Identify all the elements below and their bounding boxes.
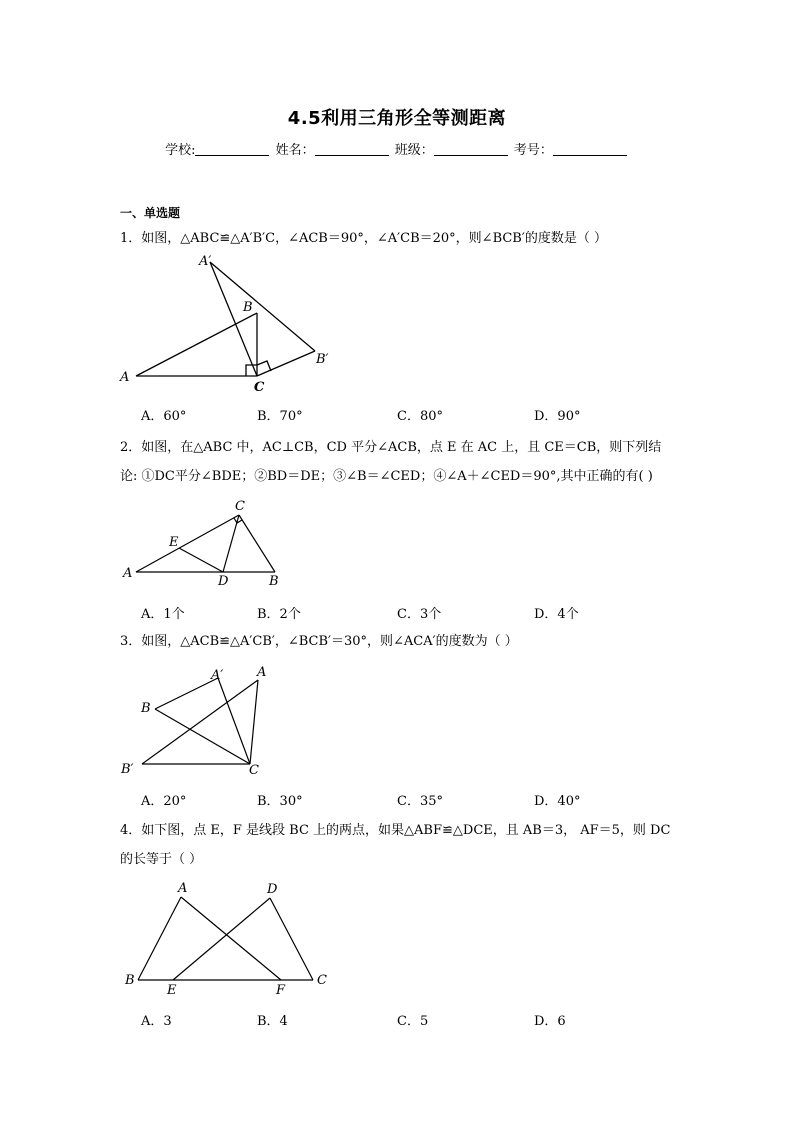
q3-option-d[interactable]: D．40° (534, 794, 581, 809)
question-3-figure (115, 660, 285, 785)
q4-label-d: D (267, 882, 278, 897)
question-4-text-line1: 4．如下图，点 E，F 是线段 BC 上的两点，如果△ABF≌△DCE，且 AB＝3， AF＝5，则 DC (120, 823, 671, 838)
question-1-figure (110, 250, 340, 395)
q3-label-b: B (141, 701, 151, 716)
q3-option-b[interactable]: B．30° (257, 794, 303, 809)
q1-label-c: C (254, 380, 265, 395)
q3-option-c[interactable]: C．35° (397, 794, 443, 809)
name-blank[interactable] (315, 143, 389, 156)
number-blank[interactable] (553, 143, 627, 156)
question-2-text-line1: 2．如图，在△ABC 中，AC⊥CB，CD 平分∠ACB，点 E 在 AC 上，且 CE＝CB，则下列结 (120, 440, 662, 455)
q2-label-c: C (235, 499, 245, 514)
class-blank[interactable] (434, 143, 508, 156)
school-label: 学校: (165, 143, 196, 158)
q2-option-b[interactable]: B．2个 (257, 607, 301, 622)
q4-label-b: B (125, 973, 135, 988)
q3-option-a[interactable]: A．20° (141, 794, 187, 809)
student-info-line (0, 139, 794, 158)
page-title: 4.5利用三角形全等测距离 (287, 108, 507, 129)
section-heading: 一、单选题 (120, 206, 181, 220)
question-1-text: 1．如图，△ABC≌△A′B′C，∠ACB＝90°，∠A′CB＝20°，则∠BCB′的度数是（ ） (120, 231, 607, 246)
q2-label-e: E (169, 535, 179, 550)
q2-label-d: D (218, 574, 229, 589)
q1-option-b[interactable]: B．70° (257, 409, 303, 424)
q3-label-c: C (249, 763, 259, 778)
q1-label-a: A (120, 370, 130, 385)
q3-label-a-prime: A′ (211, 668, 224, 683)
q4-label-a: A (178, 881, 188, 896)
q1-option-a[interactable]: A．60° (141, 409, 187, 424)
question-2-figure (115, 495, 295, 590)
q1-label-b-prime: B′ (316, 352, 329, 367)
q1-label-a-prime: A′ (199, 254, 212, 269)
question-4-text-line2: 的长等于（ ） (120, 852, 203, 867)
question-3-text: 3．如图，△ACB≌△A′CB′，∠BCB′＝30°，则∠ACA′的度数为（ ） (120, 634, 518, 649)
q2-option-d[interactable]: D．4个 (534, 607, 579, 622)
q4-option-b[interactable]: B．4 (257, 1014, 288, 1029)
number-label: 考号： (513, 143, 553, 158)
q2-option-a[interactable]: A．1个 (141, 607, 185, 622)
q2-label-a: A (123, 566, 133, 581)
class-label: 班级： (394, 143, 434, 158)
question-4-figure (115, 878, 340, 998)
q1-option-c[interactable]: C．80° (397, 409, 443, 424)
q3-label-a: A (257, 665, 267, 680)
q4-option-a[interactable]: A．3 (141, 1014, 172, 1029)
q4-label-e: E (167, 983, 177, 998)
q1-label-b: B (243, 300, 253, 315)
name-label: 姓名： (275, 143, 315, 158)
q4-label-c: C (317, 973, 327, 988)
q4-label-f: F (276, 983, 286, 998)
q2-label-b: B (269, 574, 279, 589)
question-2-text-line2: 论: ①DC平分∠BDE；②BD＝DE；③∠B＝∠CED；④∠A＋∠CED＝90°,其中正确的有( ) (120, 469, 653, 484)
q2-option-c[interactable]: C．3个 (397, 607, 442, 622)
q4-option-c[interactable]: C．5 (397, 1014, 429, 1029)
q1-option-d[interactable]: D．90° (534, 409, 581, 424)
q3-label-b-prime: B′ (121, 762, 134, 777)
school-blank[interactable] (195, 143, 269, 156)
q4-option-d[interactable]: D．6 (534, 1014, 566, 1029)
